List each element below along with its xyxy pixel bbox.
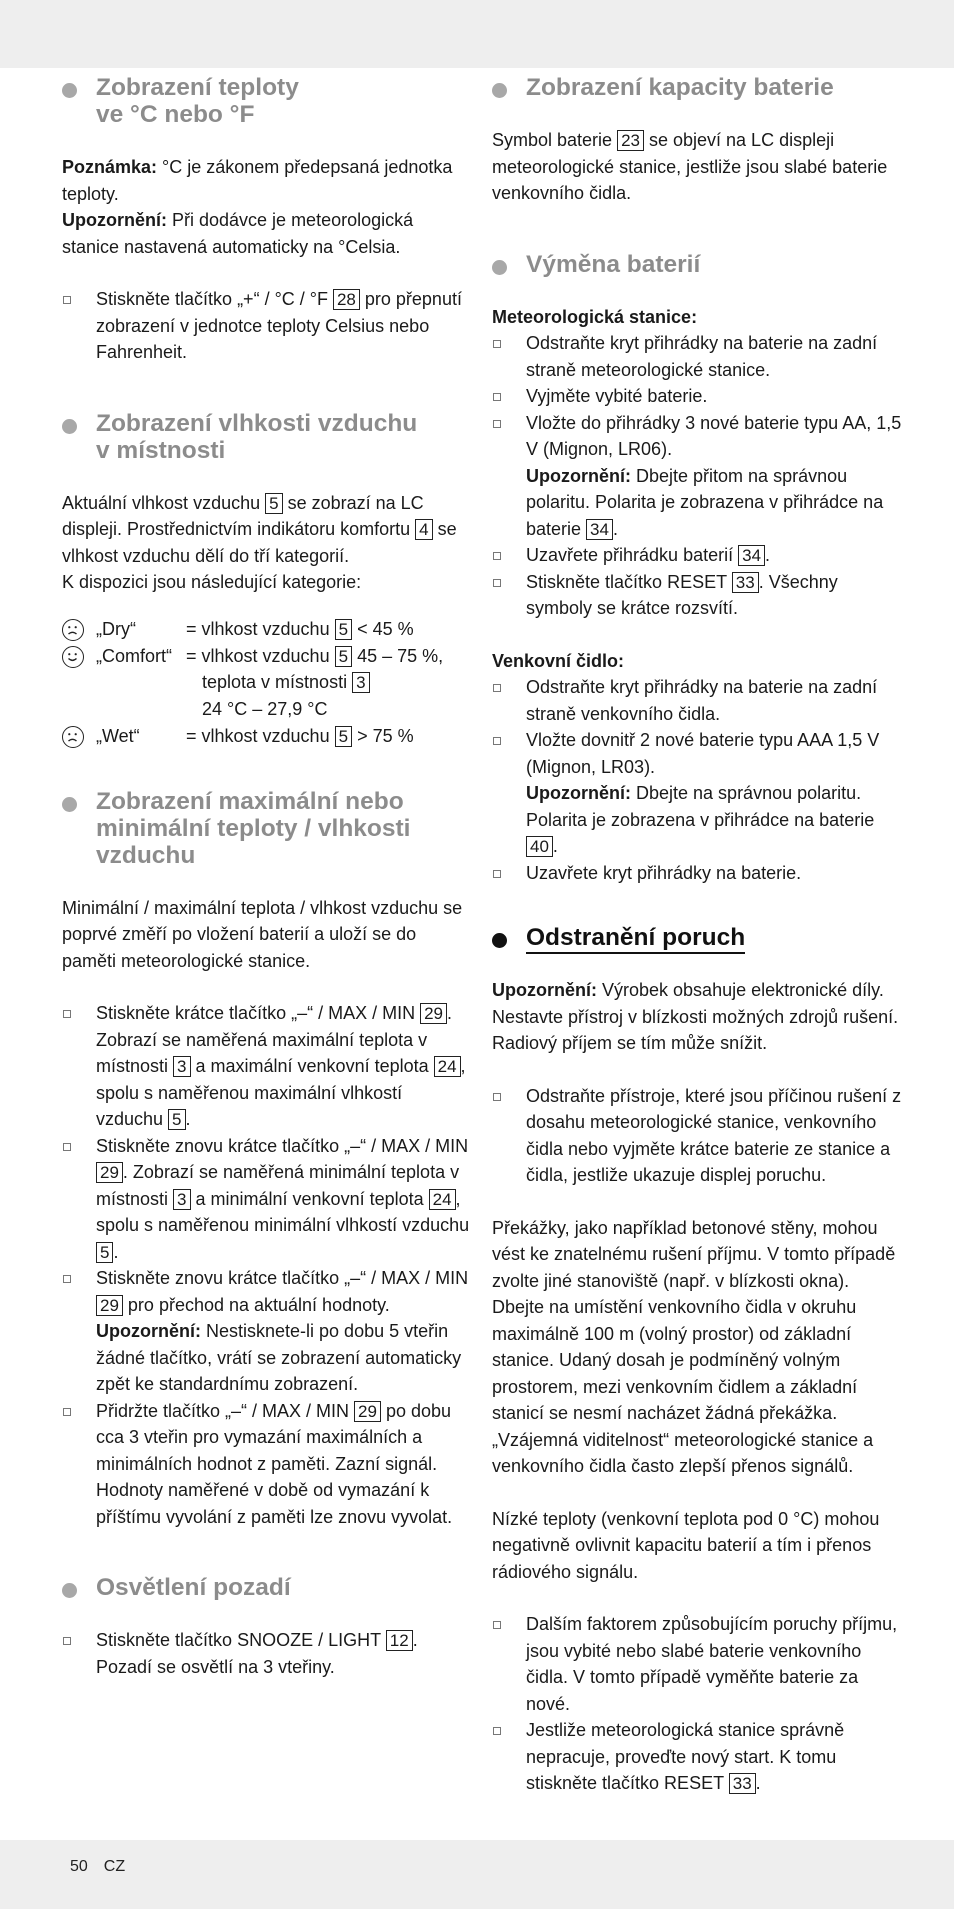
left-column — [62, 74, 472, 1680]
section-bullet-icon — [492, 83, 507, 98]
section-bullet-icon — [492, 933, 507, 948]
checkbox-square-icon — [63, 1143, 71, 1151]
checkbox-square-icon — [493, 1727, 501, 1735]
list-item: Odstraňte kryt přihrádky na baterie na zadní straně venkovního čidla. — [492, 674, 902, 727]
category-comfort: „Comfort“ = vlhkost vzduchu 5 45 – 75 %, teplota v místnosti 3 24 °C – 27,9 °C — [62, 643, 472, 723]
reference-number: 40 — [526, 836, 553, 857]
list-item: Stiskněte tlačítko SNOOZE / LIGHT 12 . Pozadí se osvětlí na 3 vteřiny. — [62, 1627, 472, 1680]
reference-number: 29 — [354, 1401, 381, 1422]
section-title-temperature-unit: Zobrazení teploty ve °C nebo °F — [62, 74, 472, 128]
checkbox-square-icon — [63, 1010, 71, 1018]
list-item: Odstraňte kryt přihrádky na baterie na zadní straně meteorologické stanice. — [492, 330, 902, 383]
list-item: Uzavřete přihrádku baterií 34 . — [492, 542, 902, 569]
obstacles-paragraph: Překážky, jako například betonové stěny, mohou vést ke znatelnému rušení příjmu. V tomto případě zvolte jiné stanoviště (např. v blízkosti okna). Dbejte na umístění venkovního čidla v okruhu maximálně 100 m (volný prostor) od základní stanice. Udaný dosah je podmíněný volným prostorem, mezi venkovním čidlem a základní stanicí se nesmí nacházet žádná překážka. „Vzájemná viditelnost“ meteorologické stanice a venkovního čidla často zlepší přenos signálů. — [492, 1217, 896, 1476]
reference-number: 24 — [429, 1189, 456, 1210]
category-dry: „Dry“ = vlhkost vzduchu 5 < 45 % — [62, 616, 472, 643]
list-item: Vložte do přihrádky 3 nové baterie typu AA, 1,5 V (Mignon, LR06). Upozornění: Dbejte přitom na správnou polaritu. Polarita je zobrazena v přihrádce na baterie 34 . — [492, 410, 902, 543]
list-item: Stiskněte znovu krátce tlačítko „–“ / MAX / MIN 29 pro přechod na aktuální hodnoty. Upozornění: Nestisknete-li po dobu 5 vteřin žádné tlačítko, vrátí se zobrazení automaticky zpět ke standardnímu zobrazení. — [62, 1265, 472, 1398]
reference-number: 29 — [96, 1295, 123, 1316]
right-column — [492, 74, 902, 1797]
checkbox-square-icon — [493, 393, 501, 401]
list-item: Jestliže meteorologická stanice správně nepracuje, proveďte nový start. K tomu stiskněte tlačítko RESET 33 . — [492, 1717, 902, 1797]
reference-number: 5 — [335, 619, 352, 640]
reference-number: 33 — [729, 1773, 756, 1794]
checkbox-square-icon — [63, 1637, 71, 1645]
checkbox-square-icon — [63, 1408, 71, 1416]
categories-intro: K dispozici jsou následující kategorie: — [62, 572, 362, 592]
reference-number: 5 — [265, 493, 282, 514]
reference-number: 28 — [333, 289, 360, 310]
reference-number: 3 — [173, 1189, 190, 1210]
warning-paragraph: Upozornění: Při dodávce je meteorologická stanice nastavená automaticky na °Celsia. — [62, 210, 414, 257]
checkbox-square-icon — [493, 552, 501, 560]
page-number: 50 — [70, 1858, 88, 1875]
checkbox-square-icon — [493, 1621, 501, 1629]
reference-number: 5 — [335, 726, 352, 747]
section-title-battery-capacity: Zobrazení kapacity baterie — [492, 74, 902, 101]
reference-number: 29 — [96, 1162, 123, 1183]
reference-number: 12 — [386, 1630, 413, 1651]
reference-number: 3 — [173, 1056, 190, 1077]
list-item: Vložte dovnitř 2 nové baterie typu AAA 1,5 V (Mignon, LR03). Upozornění: Dbejte na správnou polaritu. Polarita je zobrazena v přihrádce na baterie 40 . — [492, 727, 902, 860]
reference-number: 4 — [415, 519, 432, 540]
sensor-subheading: Venkovní čidlo: — [492, 650, 625, 671]
reference-number: 5 — [335, 646, 352, 667]
checkbox-square-icon — [493, 737, 501, 745]
section-bullet-icon — [62, 797, 77, 812]
happy-face-icon — [62, 646, 84, 668]
language-code: CZ — [103, 1858, 126, 1875]
section-bullet-icon — [492, 260, 507, 275]
list-item: Stiskněte znovu krátce tlačítko „–“ / MAX / MIN 29 . Zobrazí se naměřená minimální teplota v místnosti 3 a minimální venkovní teplota 24 , spolu s naměřenou minimální vlhkostí vzduchu 5 . — [62, 1133, 472, 1266]
list-item: Uzavřete kryt přihrádky na baterie. — [492, 860, 902, 887]
station-subheading: Meteorologická stanice: — [492, 306, 698, 327]
reference-number: 34 — [586, 519, 613, 540]
battery-capacity-paragraph: Symbol baterie 23 se objeví na LC displeji meteorologické stanice, jestliže jsou slabé baterie venkovního čidla. — [492, 130, 888, 203]
checkbox-square-icon — [493, 579, 501, 587]
list-item: Stiskněte tlačítko RESET 33 . Všechny symboly se krátce rozsvítí. — [492, 569, 902, 622]
reference-number: 5 — [96, 1242, 113, 1263]
troubleshooting-warning: Upozornění: Výrobek obsahuje elektronické díly. Nestavte přístroj v blízkosti možných zdrojů rušení. Radiový příjem se tím může snížit. — [492, 980, 899, 1053]
section-bullet-icon — [62, 419, 77, 434]
reference-number: 5 — [168, 1109, 185, 1130]
max-min-paragraph: Minimální / maximální teplota / vlhkost vzduchu se poprvé změří po vložení baterií a uloží se do paměti meteorologické stanice. — [62, 897, 463, 971]
list-item: Vyjměte vybité baterie. — [492, 383, 902, 410]
checkbox-square-icon — [63, 1275, 71, 1283]
list-item: Odstraňte přístroje, které jsou příčinou rušení z dosahu meteorologické stanice, venkovního čidla nebo vyjměte krátce baterie ze stanice a čidla, jestliže ukazuje displej poruchu. — [492, 1083, 902, 1189]
checkbox-square-icon — [493, 340, 501, 348]
checkbox-square-icon — [493, 420, 501, 428]
sad-face-icon — [62, 619, 84, 641]
note-paragraph: Poznámka: °C je zákonem předepsaná jednotka teploty. — [62, 157, 453, 204]
sad-face-icon — [62, 726, 84, 748]
page-footer — [70, 1858, 141, 1876]
section-title-max-min: Zobrazení maximální nebo minimální teploty / vlhkosti vzduchu — [62, 788, 472, 869]
checkbox-square-icon — [493, 684, 501, 692]
top-margin-band — [0, 0, 954, 68]
checkbox-square-icon — [493, 1093, 501, 1101]
list-item: Dalším faktorem způsobujícím poruchy příjmu, jsou vybité nebo slabé baterie venkovního čidla. V tomto případě vyměňte baterie za nové. — [492, 1611, 902, 1717]
section-bullet-icon — [62, 83, 77, 98]
reference-number: 24 — [434, 1056, 461, 1077]
section-title-humidity: Zobrazení vlhkosti vzduchu v místnosti — [62, 410, 472, 464]
list-item: Přidržte tlačítko „–“ / MAX / MIN 29 po dobu cca 3 vteřin pro vymazání maximálních a minimálních hodnot z paměti. Zazní signál. Hodnoty naměřené v době od vymazání k příštímu vyvolání z paměti lze znovu vyvolat. — [62, 1398, 472, 1531]
section-title-troubleshooting: Odstranění poruch — [492, 924, 902, 951]
section-title-battery-replacement: Výměna baterií — [492, 251, 902, 278]
reference-number: 23 — [617, 130, 644, 151]
reference-number: 3 — [352, 672, 369, 693]
reference-number: 33 — [732, 572, 759, 593]
reference-number: 34 — [738, 545, 765, 566]
section-title-backlight: Osvětlení pozadí — [62, 1574, 472, 1601]
reference-number: 29 — [420, 1003, 447, 1024]
humidity-paragraph: Aktuální vlhkost vzduchu 5 se zobrazí na LC displeji. Prostřednictvím indikátoru komfortu 4 se vlhkost vzduchu dělí do tří kategorií. — [62, 492, 457, 566]
list-item: Stiskněte krátce tlačítko „–“ / MAX / MIN 29 . Zobrazí se naměřená maximální teplota v místnosti 3 a maximální venkovní teplota 24 , spolu s naměřenou maximální vlhkostí vzduchu 5 . — [62, 1000, 472, 1133]
checkbox-square-icon — [63, 296, 71, 304]
low-temperature-paragraph: Nízké teploty (venkovní teplota pod 0 °C) mohou negativně ovlivnit kapacitu baterií a tím i přenos rádiového signálu. — [492, 1508, 880, 1582]
checkbox-square-icon — [493, 870, 501, 878]
list-item: Stiskněte tlačítko „+“ / °C / °F 28 pro přepnutí zobrazení v jednotce teploty Celsius nebo Fahrenheit. — [62, 286, 472, 366]
category-wet: „Wet“ = vlhkost vzduchu 5 > 75 % — [62, 723, 472, 750]
footer-band — [0, 1840, 954, 1909]
section-bullet-icon — [62, 1583, 77, 1598]
